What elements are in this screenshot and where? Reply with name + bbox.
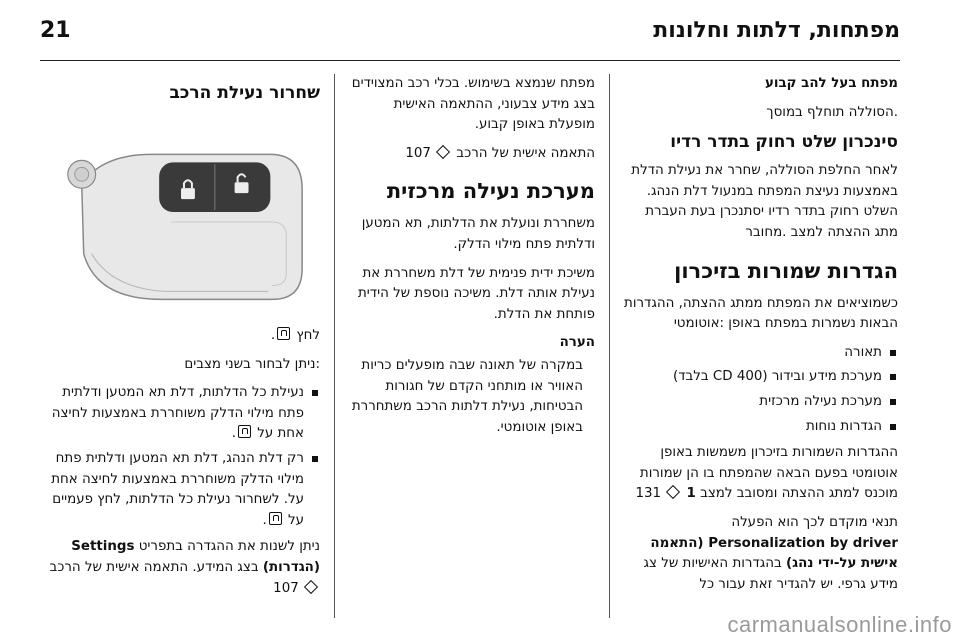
unlock-option: נעילת כל הדלתות, דלת תא המטען ודלתית פתח מילוי הדלק משוחררת באמצעות לחיצה אחת על . [42,383,320,445]
page-number: 21 [40,17,71,43]
settings-ref-page: 107 [273,580,299,596]
memory-item: מערכת מידע ובידור (CD 400 בלבד) [624,367,898,388]
intro-title: מפתח בעל להב קבוע [764,76,898,91]
unlock-icon [277,327,290,340]
page-ref-icon [666,485,680,499]
press-line: לחץ . [270,328,320,343]
settings-post: בצג המידע. התאמה אישית של הרכב [49,559,259,575]
central-locking-p1: משחררת ונועלת את הדלתות, תא המטען ודלתית פתח מילוי הדלק. [361,216,595,252]
sync-body: לאחר החלפת הסוללה, שחרר את נעילת הדלת באמצעות נעיצת המפתח במנעול דלת הנהג. השלט רחוק בתדר רדיו יסתנכרן בעת העברת מתג ההצתה למצב .מחובר [631,163,898,240]
press-label: לחץ [296,328,320,343]
continued-ref [349,144,595,165]
unlock-option-text: נעילת כל הדלתות, דלת תא המטען ודלתית פתח מילוי הדלק משוחררת באמצעות לחיצה אחת על [51,385,304,442]
watermark: carmanualsonline.info [727,612,952,637]
personal-body: בהגדרות האישיות של צג מידע גרפי. יש להגדיר זאת עבור כל [643,556,898,592]
right-column [610,74,900,618]
memory-heading: הגדרות שמורות בזיכרון [674,258,898,283]
page-columns [40,74,900,618]
page-ref-icon [304,579,318,593]
left-column [40,74,334,618]
memory-body [624,443,898,505]
sync-heading: סינכרון שלט רחוק בתדר רדיו [670,132,898,153]
unlock-option-text: רק דלת הנהג, דלת תא המטען ודלתית פתח מילוי הדלק משוחררת באמצעות לחיצה אחת על. לשחרור נעילת כל הדלתות, לחץ פעמיים על [51,450,304,528]
memory-ref-page: 131 [635,486,661,502]
middle-column [334,74,610,618]
continued-ref-label: התאמה אישית של הרכב [456,145,595,161]
settings-paragraph [42,537,320,599]
unlock-icon [238,425,251,438]
personal-bold: Personalization by driver (התאמה אישית על-ידי נהג) [650,535,898,572]
personal-paragraph [624,513,898,595]
settings-pre: ניתן לשנות את ההגדרה בתפריט [138,539,320,555]
memory-item: מערכת נעילה מרכזית [624,392,898,413]
folding-key-illustration [42,114,320,314]
choose-intro: :ניתן לבחור בשני מצבים [184,356,320,372]
settings-bold: Settings (הגדרות) [71,539,320,575]
header-rule [40,60,900,61]
unlock-option: רק דלת הנהג, דלת תא המטען ודלתית פתח מילוי הדלק משוחררת באמצעות לחיצה אחת על. לשחרור נעילת כל הדלתות, לחץ פעמיים על . [42,449,320,531]
page-header [40,14,900,46]
page-ref-icon [436,145,450,159]
memory-item: הגדרות נוחות [624,417,898,438]
memory-body-text: ההגדרות השמורות בזיכרון משמשות באופן אוטומטי בפעם הבאה שהמפתח בו הן שמורות מוכנס למתג ההצתה ומסובב למצב [639,445,898,502]
note-body: במקרה של תאונה שבה מופעלים כריות האוויר או מותחני הקדם של חגורות הבטיחות, נעילת דלתות הרכב משתחררת באופן אוטומטי. [351,357,583,435]
unlock-icon [269,512,282,525]
unlock-options-list [42,383,320,531]
memory-item: תאורה [624,343,898,364]
running-head: מפתחות, דלתות וחלונות [653,17,900,43]
note-title: הערה [559,335,595,351]
continued-body: מפתח שנמצא בשימוש. בכלי רכב המצוידים בצג מידע צבעוני, ההתאמה האישית מופעלת באופן קבוע. [351,76,595,133]
continued-ref-page: 107 [405,145,431,161]
memory-ref: 1 [686,486,696,502]
central-locking-p2: משיכת ידית פנימית של דלת משחררת את נעילת אותה דלת. משיכה נוספת של הידית פותחת את הדלת. [357,265,595,322]
memory-intro: כשמוציאים את המפתח ממתג ההצתה, ההגדרות הבאות נשמרות במפתח באופן :אוטומטי [624,295,898,332]
unlock-heading: שחרור נעילת הרכב [169,83,320,103]
central-locking-heading: מערכת נעילה מרכזית [386,179,595,204]
intro-body: .הסוללה תוחלף במוסך [766,104,898,120]
personal-intro: תנאי מוקדם לכך הוא הפעלה [731,514,898,530]
memory-list [624,343,898,437]
